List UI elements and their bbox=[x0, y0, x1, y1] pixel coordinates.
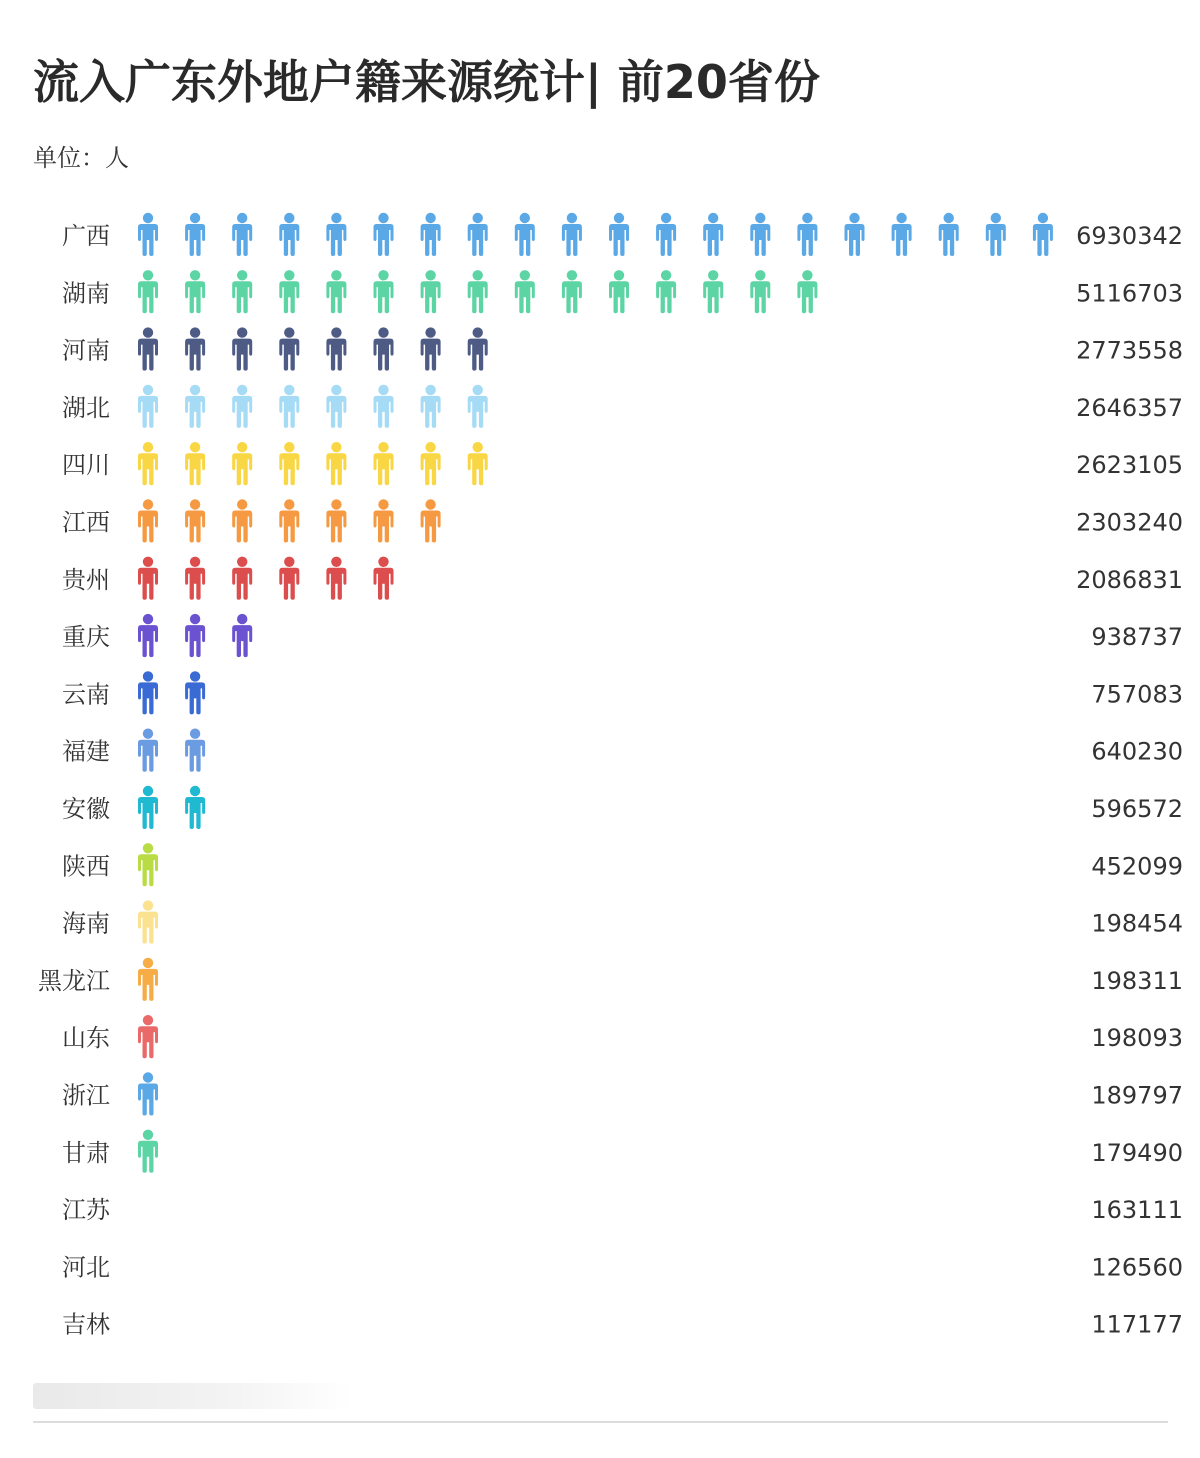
category-label: 四川 bbox=[62, 451, 110, 480]
person-icon bbox=[279, 213, 299, 256]
person-icon bbox=[279, 499, 299, 542]
person-icon bbox=[138, 1130, 158, 1173]
blurred-source-note bbox=[33, 1383, 353, 1409]
value-label: 179490 bbox=[1091, 1138, 1183, 1167]
chart-row bbox=[62, 671, 1183, 714]
chart-row bbox=[62, 213, 1183, 256]
person-icon bbox=[421, 327, 441, 370]
chart-row bbox=[62, 900, 1183, 943]
person-icon bbox=[138, 843, 158, 886]
chart-row bbox=[62, 1072, 1183, 1115]
person-icon bbox=[279, 557, 299, 600]
person-icon bbox=[185, 729, 205, 772]
category-label: 山东 bbox=[62, 1024, 110, 1053]
chart-row bbox=[62, 385, 1183, 428]
value-label: 2773558 bbox=[1076, 336, 1183, 365]
person-icon bbox=[609, 213, 629, 256]
person-icon bbox=[185, 671, 205, 714]
chart-row bbox=[62, 1253, 1183, 1281]
value-label: 2303240 bbox=[1076, 508, 1183, 537]
person-icon bbox=[185, 614, 205, 657]
person-icon bbox=[232, 270, 252, 313]
person-icon bbox=[468, 213, 488, 256]
category-label: 陕西 bbox=[62, 852, 110, 881]
person-icon bbox=[138, 270, 158, 313]
value-label: 163111 bbox=[1091, 1196, 1183, 1225]
person-icon bbox=[468, 442, 488, 485]
person-icon bbox=[138, 671, 158, 714]
person-icon bbox=[326, 213, 346, 256]
person-icon bbox=[421, 499, 441, 542]
person-icon bbox=[421, 270, 441, 313]
category-label: 云南 bbox=[62, 680, 110, 709]
chart-row bbox=[62, 1130, 1183, 1173]
person-icon bbox=[138, 213, 158, 256]
person-icon bbox=[421, 385, 441, 428]
person-icon bbox=[138, 786, 158, 829]
person-icon bbox=[185, 213, 205, 256]
category-label: 江西 bbox=[62, 508, 110, 537]
person-icon bbox=[892, 213, 912, 256]
person-icon bbox=[421, 213, 441, 256]
person-icon bbox=[326, 327, 346, 370]
person-icon bbox=[138, 1015, 158, 1058]
category-label: 贵州 bbox=[62, 565, 110, 594]
category-label: 吉林 bbox=[62, 1310, 110, 1339]
person-icon bbox=[468, 270, 488, 313]
person-icon bbox=[279, 270, 299, 313]
person-icon bbox=[232, 499, 252, 542]
unit-label: 单位：人 bbox=[33, 144, 129, 172]
person-icon bbox=[138, 327, 158, 370]
chart-row bbox=[62, 843, 1183, 886]
person-icon bbox=[279, 327, 299, 370]
person-icon bbox=[185, 327, 205, 370]
category-label: 海南 bbox=[62, 909, 110, 938]
person-icon bbox=[185, 385, 205, 428]
person-icon bbox=[279, 442, 299, 485]
person-icon bbox=[562, 270, 582, 313]
person-icon bbox=[279, 385, 299, 428]
person-icon bbox=[656, 270, 676, 313]
value-label: 6930342 bbox=[1076, 222, 1183, 250]
person-icon bbox=[138, 729, 158, 772]
person-icon bbox=[421, 442, 441, 485]
category-label: 重庆 bbox=[62, 623, 110, 652]
person-icon bbox=[939, 213, 959, 256]
category-label: 湖南 bbox=[62, 279, 110, 308]
value-label: 126560 bbox=[1091, 1253, 1183, 1282]
person-icon bbox=[797, 270, 817, 313]
person-icon bbox=[562, 213, 582, 256]
person-icon bbox=[185, 442, 205, 485]
person-icon bbox=[138, 557, 158, 600]
person-icon bbox=[750, 270, 770, 313]
person-icon bbox=[185, 557, 205, 600]
bottom-divider bbox=[33, 1421, 1168, 1423]
person-icon bbox=[232, 213, 252, 256]
person-icon bbox=[515, 213, 535, 256]
person-icon bbox=[703, 270, 723, 313]
person-icon bbox=[656, 213, 676, 256]
person-icon bbox=[374, 442, 394, 485]
value-label: 2646357 bbox=[1076, 393, 1183, 422]
chart-row bbox=[62, 327, 1183, 370]
person-icon bbox=[138, 385, 158, 428]
category-label: 湖北 bbox=[62, 393, 110, 422]
person-icon bbox=[703, 213, 723, 256]
value-label: 452099 bbox=[1091, 852, 1183, 881]
person-icon bbox=[185, 270, 205, 313]
person-icon bbox=[515, 270, 535, 313]
person-icon bbox=[750, 213, 770, 256]
person-icon bbox=[326, 442, 346, 485]
person-icon bbox=[232, 442, 252, 485]
chart-row bbox=[62, 270, 1183, 313]
category-label: 福建 bbox=[62, 737, 110, 766]
person-icon bbox=[232, 327, 252, 370]
chart-row bbox=[38, 958, 1183, 1001]
person-icon bbox=[374, 270, 394, 313]
person-icon bbox=[138, 900, 158, 943]
person-icon bbox=[138, 1072, 158, 1115]
chart-row bbox=[62, 1015, 1183, 1058]
value-label: 596572 bbox=[1091, 795, 1183, 823]
person-icon bbox=[138, 499, 158, 542]
chart-row bbox=[62, 786, 1183, 829]
person-icon bbox=[138, 614, 158, 657]
category-label: 黑龙江 bbox=[38, 966, 110, 995]
value-label: 640230 bbox=[1091, 737, 1183, 766]
person-icon bbox=[797, 213, 817, 256]
chart-title: 流入广东外地户籍来源统计| 前20省份 bbox=[33, 55, 820, 109]
person-icon bbox=[374, 327, 394, 370]
person-icon bbox=[232, 385, 252, 428]
category-label: 广西 bbox=[62, 222, 110, 250]
person-icon bbox=[609, 270, 629, 313]
person-icon bbox=[326, 499, 346, 542]
person-icon bbox=[326, 557, 346, 600]
person-icon bbox=[1033, 213, 1053, 256]
person-icon bbox=[374, 557, 394, 600]
category-label: 甘肃 bbox=[62, 1138, 110, 1167]
value-label: 2623105 bbox=[1076, 451, 1183, 480]
value-label: 938737 bbox=[1091, 623, 1183, 652]
person-icon bbox=[986, 213, 1006, 256]
person-icon bbox=[185, 786, 205, 829]
category-label: 安徽 bbox=[62, 795, 110, 823]
category-label: 河南 bbox=[62, 336, 110, 365]
value-label: 189797 bbox=[1091, 1081, 1183, 1110]
person-icon bbox=[374, 385, 394, 428]
category-label: 浙江 bbox=[62, 1081, 110, 1110]
person-icon bbox=[468, 385, 488, 428]
person-icon bbox=[374, 499, 394, 542]
chart-row bbox=[62, 729, 1183, 772]
chart-row bbox=[62, 1196, 1183, 1224]
value-label: 198454 bbox=[1091, 909, 1183, 938]
value-label: 117177 bbox=[1091, 1310, 1183, 1339]
value-label: 5116703 bbox=[1076, 279, 1183, 308]
person-icon bbox=[232, 557, 252, 600]
chart-row bbox=[62, 614, 1183, 657]
person-icon bbox=[185, 499, 205, 542]
value-label: 198311 bbox=[1091, 966, 1183, 995]
value-label: 198093 bbox=[1091, 1024, 1183, 1053]
value-label: 757083 bbox=[1091, 680, 1183, 709]
chart-row bbox=[62, 557, 1183, 600]
chart-row bbox=[62, 442, 1183, 485]
person-icon bbox=[138, 958, 158, 1001]
person-icon bbox=[374, 213, 394, 256]
person-icon bbox=[845, 213, 865, 256]
person-icon bbox=[468, 327, 488, 370]
chart-row bbox=[62, 1311, 1183, 1339]
person-icon bbox=[138, 442, 158, 485]
category-label: 江苏 bbox=[62, 1196, 110, 1225]
category-label: 河北 bbox=[62, 1253, 110, 1282]
value-label: 2086831 bbox=[1076, 565, 1183, 594]
person-icon bbox=[232, 614, 252, 657]
person-icon bbox=[326, 270, 346, 313]
person-icon bbox=[326, 385, 346, 428]
chart-row bbox=[62, 499, 1183, 542]
